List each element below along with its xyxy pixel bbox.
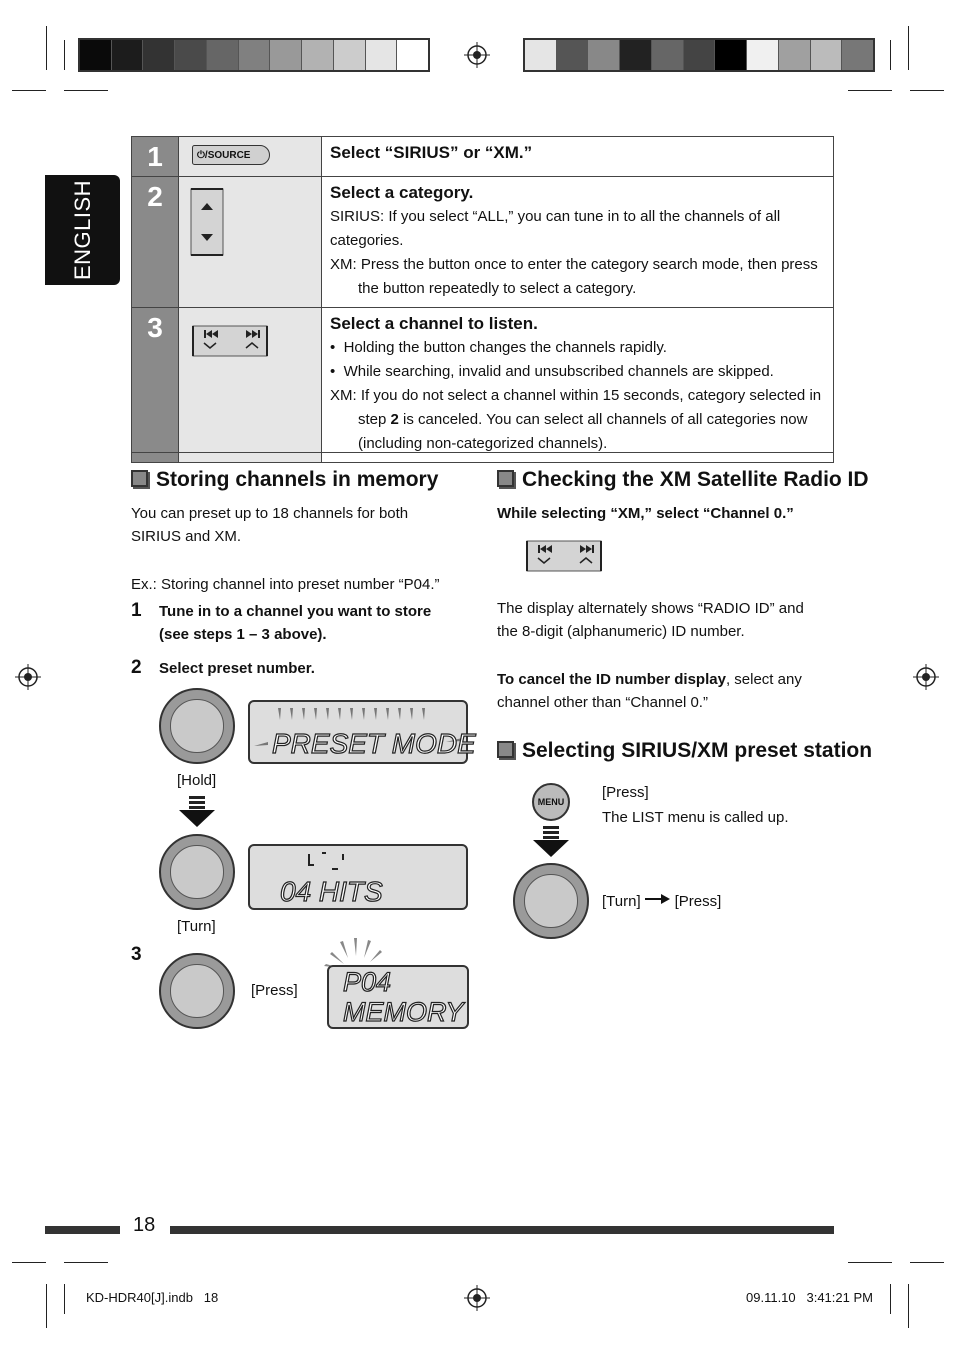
- hold-label: [Hold]: [177, 772, 217, 789]
- storing-step2: Select preset number.: [159, 660, 315, 677]
- crop-mark: [908, 26, 909, 70]
- bullet-text: While searching, invalid and unsubscribed channels are skipped.: [343, 363, 774, 380]
- storing-example: Ex.: Storing channel into preset number “P04.”: [131, 576, 440, 593]
- turn-press-label: [Turn] [Press]: [602, 893, 722, 910]
- checking-instruction: While selecting “XM,” select “Channel 0.”: [497, 505, 794, 522]
- step-number: 2: [132, 177, 179, 308]
- sirius-note: SIRIUS: If you select “ALL,” you can tune in to all the channels of all categories.: [330, 208, 781, 249]
- section-square-icon: [497, 470, 514, 487]
- step-row: [132, 177, 834, 308]
- step-row: [132, 137, 834, 177]
- selecting-heading: Selecting SIRIUS/XM preset station: [497, 739, 872, 763]
- crop-mark: [64, 40, 65, 70]
- skip-buttons-icon: [526, 540, 602, 572]
- down-arrow-icon: [531, 826, 571, 858]
- checking-heading: Checking the XM Satellite Radio ID: [497, 468, 869, 492]
- crop-mark: [890, 1284, 891, 1314]
- section-divider: [131, 452, 834, 453]
- crop-mark: [64, 90, 108, 91]
- right-arrow-icon: [645, 893, 671, 905]
- section-square-icon: [497, 741, 514, 758]
- press-label: [Press]: [251, 982, 298, 999]
- language-tab-label: ENGLISH: [69, 179, 95, 281]
- step-number: 2: [131, 657, 142, 678]
- step-heading: Select a category.: [330, 183, 474, 202]
- control-knob: [513, 863, 589, 939]
- crop-mark: [848, 90, 892, 91]
- storing-heading: Storing channels in memory: [131, 468, 438, 492]
- segment-glyph: [322, 852, 326, 854]
- storing-intro: You can preset up to 18 channels for both SIRIUS and XM.: [131, 505, 409, 545]
- step-image-cell: [179, 177, 322, 308]
- press-label: [Press]: [602, 784, 649, 801]
- step-text: [322, 137, 834, 177]
- bullet-text: Holding the button changes the channels rapidly.: [343, 339, 667, 356]
- crop-mark: [12, 1262, 46, 1263]
- lcd-text: 04 HITS: [280, 876, 383, 907]
- lcd-text: P04: [343, 967, 392, 997]
- step-heading: Select a channel to listen.: [330, 314, 538, 333]
- source-button: ⏻/SOURCE: [192, 145, 270, 165]
- up-down-buttons-icon: [190, 188, 224, 256]
- footer-bar: [45, 1226, 120, 1234]
- skip-buttons-icon: [192, 325, 268, 357]
- menu-button: MENU: [532, 783, 570, 821]
- lcd-text: PRESET MODE: [272, 728, 476, 759]
- step-image-cell: [179, 137, 322, 177]
- step-reference: 2: [390, 411, 399, 428]
- step-row: [132, 308, 834, 463]
- section-square-icon: [131, 470, 148, 487]
- step-text: [322, 177, 834, 308]
- step-heading: Select “SIRIUS” or “XM.”: [330, 143, 533, 162]
- step-number: 3: [132, 308, 179, 463]
- storing-step1: Tune in to a channel you want to store (see steps 1 – 3 above).: [159, 603, 432, 643]
- bullet-item: • While searching, invalid and unsubscribed channels are skipped.: [330, 363, 774, 380]
- crop-mark: [848, 1262, 892, 1263]
- crop-mark: [910, 90, 944, 91]
- footer-bar: [170, 1226, 834, 1234]
- registration-mark-icon: [464, 42, 490, 68]
- checking-description: The display alternately shows “RADIO ID” and the 8-digit (alphanumeric) ID number.: [497, 600, 804, 640]
- step-number: 1: [132, 137, 179, 177]
- registration-mark-icon: [913, 664, 939, 690]
- step-text: [322, 308, 834, 463]
- control-knob: [159, 834, 235, 910]
- bullet-item: • Holding the button changes the channels rapidly.: [330, 339, 667, 356]
- footer-date-info: 09.11.10 3:41:21 PM: [746, 1290, 873, 1305]
- registration-mark-icon: [464, 1285, 490, 1311]
- crop-mark: [908, 1284, 909, 1328]
- down-arrow-icon: [177, 796, 217, 828]
- step-number: 1: [131, 600, 142, 621]
- segment-glyph: [308, 854, 314, 866]
- crop-mark: [46, 26, 47, 70]
- page-number: 18: [133, 1214, 156, 1236]
- crop-mark: [12, 90, 46, 91]
- list-menu-note: The LIST menu is called up.: [602, 809, 789, 826]
- step-image-cell: [179, 308, 322, 463]
- crop-mark: [46, 1284, 47, 1328]
- step-number: 3: [131, 944, 142, 965]
- lcd-display: [327, 965, 469, 1029]
- grayscale-bar-left: [78, 38, 430, 72]
- cancel-note: To cancel the ID number display, select any channel other than “Channel 0.”: [497, 671, 802, 711]
- turn-label: [Turn]: [177, 918, 216, 935]
- crop-mark: [890, 40, 891, 70]
- language-tab: [45, 175, 120, 285]
- registration-mark-icon: [15, 664, 41, 690]
- segment-glyph: [342, 854, 344, 860]
- segment-glyph: [332, 868, 338, 870]
- crop-mark: [64, 1262, 108, 1263]
- steps-table: [131, 136, 834, 463]
- grayscale-bar-right: [523, 38, 875, 72]
- control-knob: [159, 688, 235, 764]
- xm-note: XM: Press the button once to enter the category search mode, then press the button repeatedly to select a category.: [330, 256, 818, 297]
- footer-file-info: KD-HDR40[J].indb 18: [86, 1290, 219, 1305]
- crop-mark: [910, 1262, 944, 1263]
- crop-mark: [64, 1284, 65, 1314]
- control-knob: [159, 953, 235, 1029]
- lcd-text: MEMORY: [343, 997, 464, 1027]
- xm-note: XM: If you do not select a channel within 15 seconds, category selected in step 2 is canceled. You can select all channels of all categories now (including non-categorized channels).: [330, 387, 822, 452]
- lcd-display: [248, 844, 468, 910]
- lcd-display: [248, 700, 476, 764]
